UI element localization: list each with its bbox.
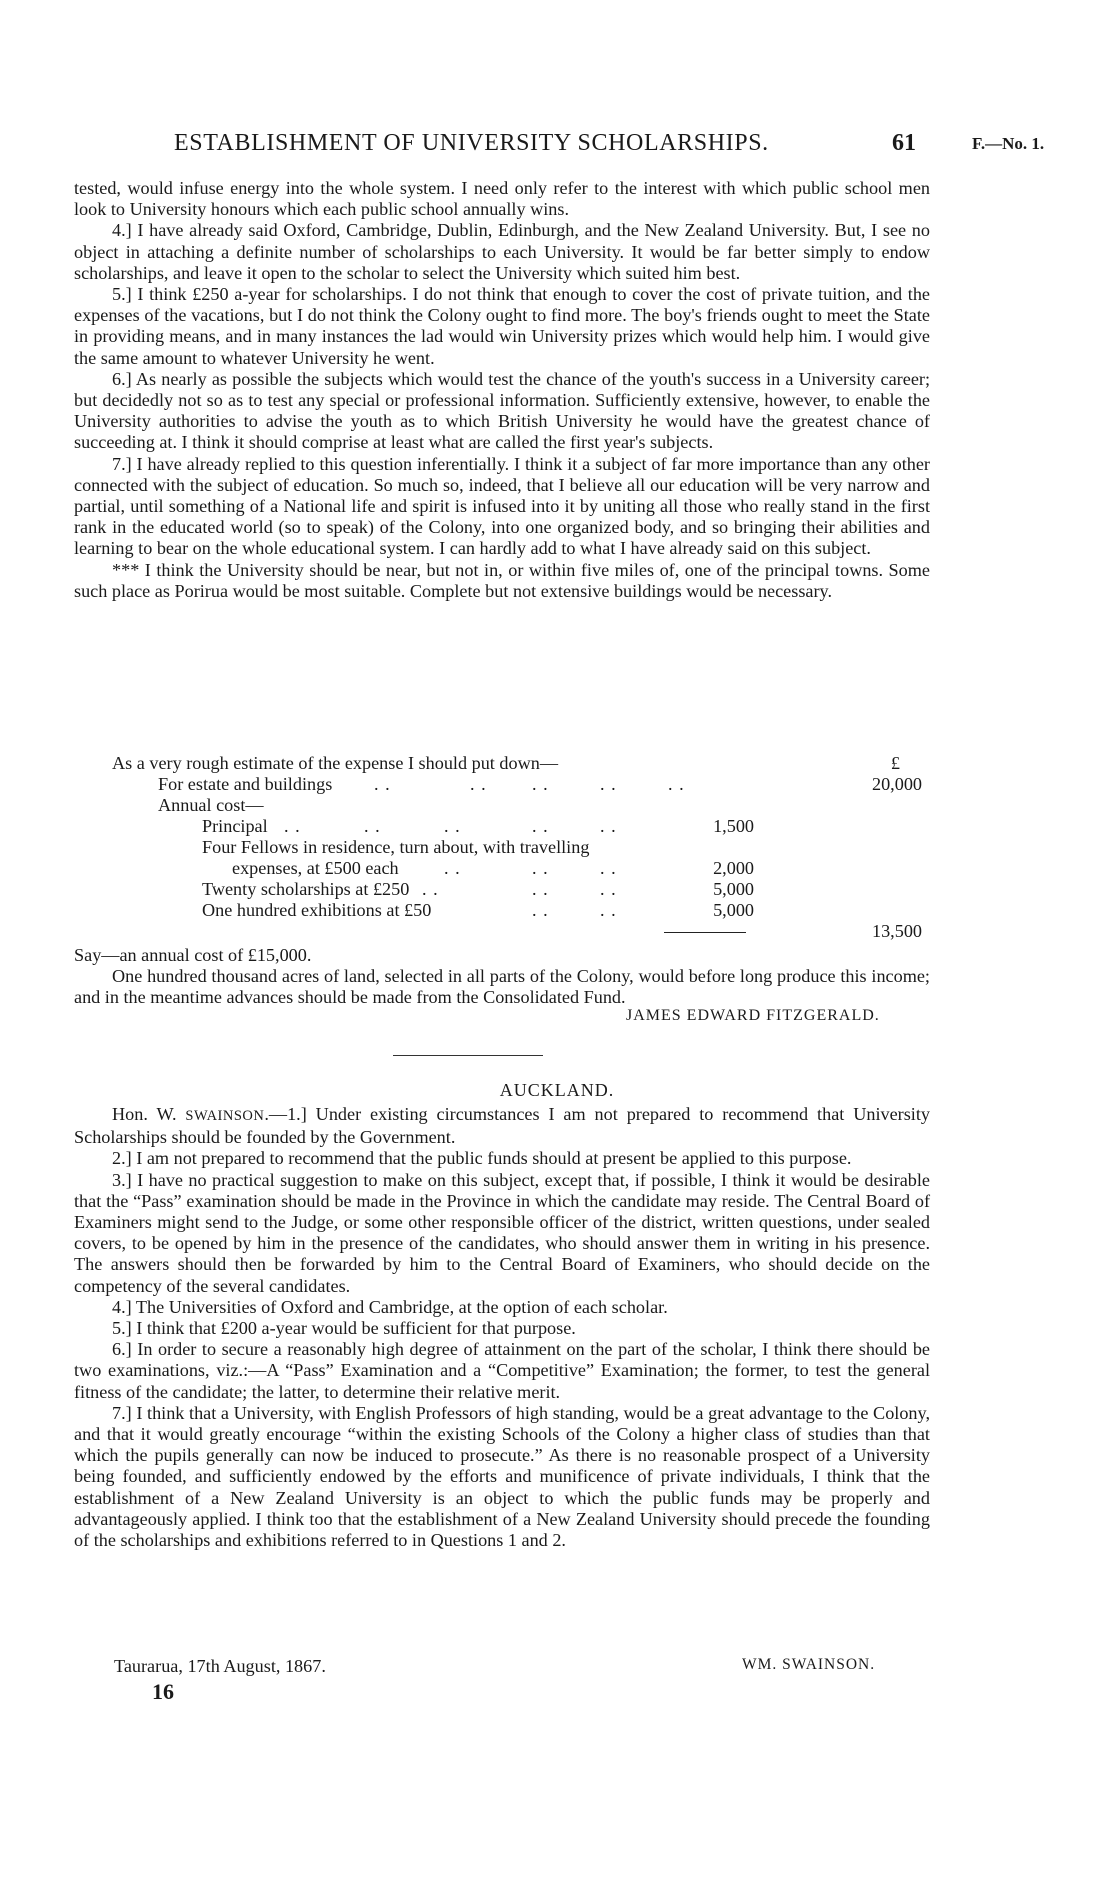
estimate-label: Twenty scholarships at £250 [202, 879, 410, 899]
signature-swainson: WM. SWAINSON. [742, 1656, 876, 1673]
paragraph: tested, would infuse energy into the whole system. I need only refer to the interest with which public school men look to University honours which each public school annually wins. [74, 178, 930, 220]
speaker-name: SWAINSON [185, 1108, 265, 1124]
estimate-label: One hundred exhibitions at £50 [202, 900, 432, 920]
paragraph: 7.] I have already replied to this question inferentially. I think it a subject of far more importance than any other connected with the subject of education. So much so, indeed, that I believe all our education will be very narrow and partial, until something of a National life and spirit is infused into it by uniting all those who really stand in the first rank in the educated world (so to speak) of the Colony, into one organized body, and so bringing their abilities and learning to bear on the whole educational system. I can hardly add to what I have already said on this subject. [74, 453, 930, 559]
paragraph: *** I think the University should be near, but not in, or within five miles of, one of the principal towns. Some such place as Porirua would be most suitable. Complete but not extensive buildings would be necessary. [74, 559, 930, 601]
paragraph: Say—an annual cost of £15,000. [74, 945, 312, 965]
paragraph: 5.] I think £250 a-year for scholarships. I do not think that enough to cover the cost of private tuition, and the expenses of the vacations, but I do not think the Colony ought to find more. The boy's friends ought to meet the State in providing means, and in many instances the lad would win University prizes which would help him. I would give the same amount to whatever University he went. [74, 284, 930, 368]
leader-dots: . . [532, 816, 549, 836]
estimate-row [74, 816, 930, 838]
estimate-value: 5,000 [713, 900, 754, 920]
speaker-prefix: Hon. W. [112, 1104, 177, 1124]
paragraph: 5.] I think that £200 a-year would be sufficient for that purpose. [112, 1318, 576, 1339]
paragraph: 4.] The Universities of Oxford and Cambridge, at the option of each scholar. [112, 1296, 668, 1317]
leader-dots: . . [600, 858, 617, 878]
document-reference: F.—No. 1. [972, 134, 1045, 153]
leader-dots: . . [600, 900, 617, 920]
paragraph: 6.] As nearly as possible the subjects which would test the chance of the youth's success in a University career; but decidedly not so as to test any special or professional information. Sufficiently extensive, however, to enable the University authorities to advise the youth as to which British University he would have the greatest chance of succeeding at. I think it should comprise at least what are called the first year's subjects. [74, 368, 930, 453]
estimate-row [74, 837, 930, 859]
leader-dots: . . [470, 774, 487, 794]
estimate-label: expenses, at £500 each [232, 858, 399, 878]
leader-dots: . . [444, 816, 461, 836]
section-fitzgerald-body [74, 178, 930, 602]
cost-estimate [74, 753, 930, 943]
sheet-number: 16 [152, 1679, 174, 1704]
leader-dots: . . [422, 879, 439, 899]
estimate-row [74, 795, 930, 817]
leader-dots: . . [532, 774, 549, 794]
estimate-value: 1,500 [713, 816, 754, 836]
estimate-label: Four Fellows in residence, turn about, with travelling [202, 837, 590, 857]
leader-dots: . . [668, 774, 685, 794]
page-number: 61 [892, 130, 916, 156]
paragraph: 3.] I have no practical suggestion to make on this subject, except that, if possible, I think it would be desirable that the “Pass” examination should be made in the Province in which the candidate may reside. The Central Board of Examiners might send to the Judge, or some other responsible officer of the district, written questions, under sealed covers, to be opened by him in the presence of the candidates, who should answer them in writing in his presence. The answers should then be forwarded by him to the Central Board of Examiners, who should decide on the competency of the several candidates. [74, 1169, 930, 1296]
section-title-auckland: AUCKLAND. [499, 1080, 615, 1100]
section-fitzgerald-closing [74, 945, 930, 1009]
estimate-label: Annual cost— [158, 795, 264, 815]
leader-dots: . . [374, 774, 391, 794]
leader-dots: . . [532, 858, 549, 878]
signature-fitzgerald: JAMES EDWARD FITZGERALD. [626, 1007, 880, 1024]
leader-dots: . . [532, 900, 549, 920]
paragraph-text: .—1.] Under existing circumstances I am not prepared to recommend that University Scholarships should be founded by the Government. [74, 1104, 931, 1148]
page-title: ESTABLISHMENT OF UNIVERSITY SCHOLARSHIPS. [174, 130, 769, 156]
leader-dots: . . [600, 774, 617, 794]
estimate-row [74, 879, 930, 901]
paragraph: One hundred thousand acres of land, selected in all parts of the Colony, would before long produce this income; and in the meantime advances should be made from the Consolidated Fund. [74, 966, 930, 1008]
estimate-intro-row [74, 753, 930, 775]
leader-dots: . . [532, 879, 549, 899]
estimate-value: 2,000 [713, 858, 754, 878]
leader-dots: . . [600, 816, 617, 836]
estimate-row [74, 858, 930, 880]
estimate-row [74, 921, 930, 943]
leader-dots: . . [444, 858, 461, 878]
estimate-label: For estate and buildings [158, 774, 333, 794]
section-divider [393, 1055, 543, 1056]
date-line: Taurarua, 17th August, 1867. [114, 1656, 326, 1676]
paragraph: 2.] I am not prepared to recommend that the public funds should at present be applied to this purpose. [112, 1148, 852, 1169]
leader-dots: . . [600, 879, 617, 899]
estimate-label: Principal [202, 816, 268, 836]
currency-symbol: £ [890, 753, 900, 773]
paragraph: 4.] I have already said Oxford, Cambridge, Dublin, Edinburgh, and the New Zealand University. But, I see no object in attaching a definite number of scholarships to each University. It would be far better simply to endow scholarships, and leave it open to the scholar to select the University which suited him best. [74, 220, 930, 283]
estimate-total: 13,500 [871, 921, 922, 941]
paragraph: 6.] In order to secure a reasonably high degree of attainment on the part of the scholar, I think there should be two examinations, viz.:—A “Pass” Examination and a “Competitive” Examination; the former, to test the general fitness of the candidate; the latter, to determine their relative merit. [74, 1339, 930, 1402]
estimate-intro: As a very rough estimate of the expense I should put down— [112, 753, 559, 773]
paragraph: 7.] I think that a University, with English Professors of high standing, would be a great advantage to the Colony, and that it would greatly encourage “within the existing Schools of the Colony a higher class of studies than that which the pupils generally can now be induced to prosecute.” As there is no reasonable prospect of a University being founded, and sufficiently endowed by the efforts and munificence of private individuals, I think that the establishment of a New Zealand University is an object to which the public funds may be properly and advantageously applied. I think too that the establishment of a New Zealand University should precede the founding of the scholarships and exhibitions referred to in Questions 1 and 2. [74, 1402, 930, 1551]
estimate-value: 20,000 [871, 774, 922, 794]
estimate-row [74, 900, 930, 922]
estimate-row [74, 774, 930, 796]
leader-dots: . . [364, 816, 381, 836]
paragraph [74, 1104, 930, 1148]
subtotal-rule [664, 932, 746, 933]
estimate-value: 5,000 [713, 879, 754, 899]
leader-dots: . . [284, 816, 301, 836]
section-auckland-body [74, 1104, 930, 1551]
